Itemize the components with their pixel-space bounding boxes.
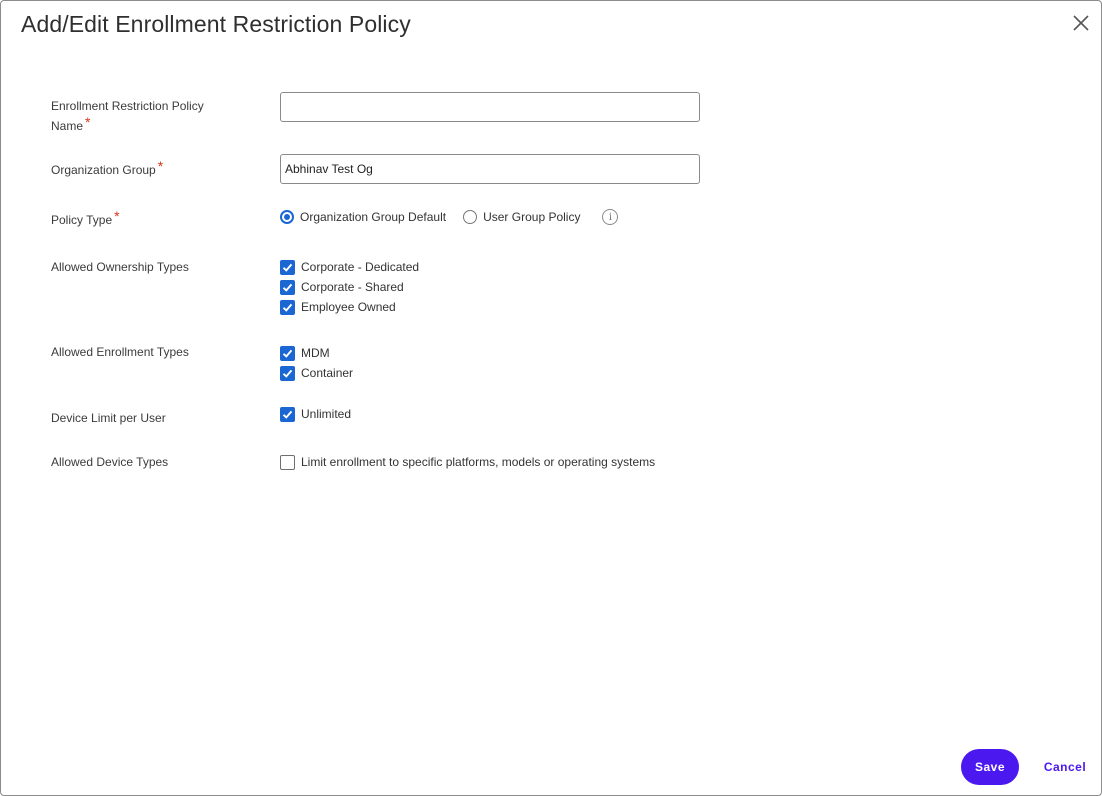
checkbox-item-mdm[interactable]: [280, 343, 353, 363]
check-icon: [282, 409, 293, 420]
policy-name-input[interactable]: [280, 92, 700, 122]
checkbox-label-corporate-dedicated[interactable]: Corporate - Dedicated: [301, 260, 420, 274]
organization-group-label-text: Organization Group: [51, 163, 156, 177]
required-mark: *: [157, 158, 164, 174]
radio-label-organization-group-default[interactable]: Organization Group Default: [300, 210, 447, 224]
checkbox-label-limit-enrollment[interactable]: Limit enrollment to specific platforms, models or operating systems: [301, 455, 656, 469]
checkbox-label-employee-owned[interactable]: Employee Owned: [301, 300, 396, 314]
required-mark: *: [85, 114, 91, 130]
checkbox-item-container[interactable]: [280, 363, 353, 383]
device-limit-group: [280, 404, 351, 424]
checkbox-container[interactable]: [280, 366, 295, 381]
close-icon: [1069, 11, 1093, 35]
close-button[interactable]: [1069, 11, 1093, 35]
checkbox-label-corporate-shared[interactable]: Corporate - Shared: [301, 280, 404, 294]
checkbox-item-unlimited[interactable]: [280, 404, 351, 424]
checkbox-label-unlimited[interactable]: Unlimited: [301, 407, 352, 421]
info-icon[interactable]: i: [602, 209, 618, 225]
checkbox-item-employee-owned[interactable]: [280, 297, 419, 317]
organization-group-label: [51, 160, 241, 180]
radio-label-user-group-policy[interactable]: User Group Policy: [483, 210, 581, 224]
required-mark: *: [114, 208, 120, 224]
checkbox-item-corporate-shared[interactable]: [280, 277, 419, 297]
checkbox-corporate-dedicated[interactable]: [280, 260, 295, 275]
dialog-title: Add/Edit Enrollment Restriction Policy: [21, 11, 411, 37]
checkbox-mdm[interactable]: [280, 346, 295, 361]
radio-organization-group-default[interactable]: [280, 210, 294, 224]
policy-type-label-text: Policy Type: [51, 213, 113, 227]
checkbox-label-container[interactable]: Container: [301, 366, 354, 380]
check-icon: [282, 282, 293, 293]
checkbox-limit-enrollment[interactable]: [280, 455, 295, 470]
check-icon: [282, 302, 293, 313]
checkbox-label-mdm[interactable]: MDM: [301, 346, 330, 360]
save-button[interactable]: Save: [961, 749, 1019, 785]
policy-type-label: [51, 210, 241, 230]
policy-name-label-text: Enrollment Restriction Policy Name: [51, 99, 204, 133]
policy-type-radio-group: [280, 209, 618, 225]
policy-name-label: [51, 97, 241, 136]
ownership-types-label: Allowed Ownership Types: [51, 260, 189, 274]
ownership-types-group: [280, 257, 419, 317]
device-types-label: Allowed Device Types: [51, 455, 169, 469]
device-types-group: [280, 452, 655, 472]
enrollment-types-group: [280, 343, 353, 383]
check-icon: [282, 348, 293, 359]
checkbox-item-limit-enrollment[interactable]: [280, 452, 655, 472]
device-limit-label: Device Limit per User: [51, 411, 166, 425]
radio-user-group-policy[interactable]: [463, 210, 477, 224]
organization-group-input[interactable]: Abhinav Test Og: [280, 154, 700, 184]
cancel-button[interactable]: Cancel: [1043, 760, 1087, 774]
checkbox-corporate-shared[interactable]: [280, 280, 295, 295]
check-icon: [282, 368, 293, 379]
check-icon: [282, 262, 293, 273]
enrollment-types-label: Allowed Enrollment Types: [51, 345, 189, 359]
checkbox-unlimited[interactable]: [280, 407, 295, 422]
checkbox-item-corporate-dedicated[interactable]: [280, 257, 419, 277]
checkbox-employee-owned[interactable]: [280, 300, 295, 315]
